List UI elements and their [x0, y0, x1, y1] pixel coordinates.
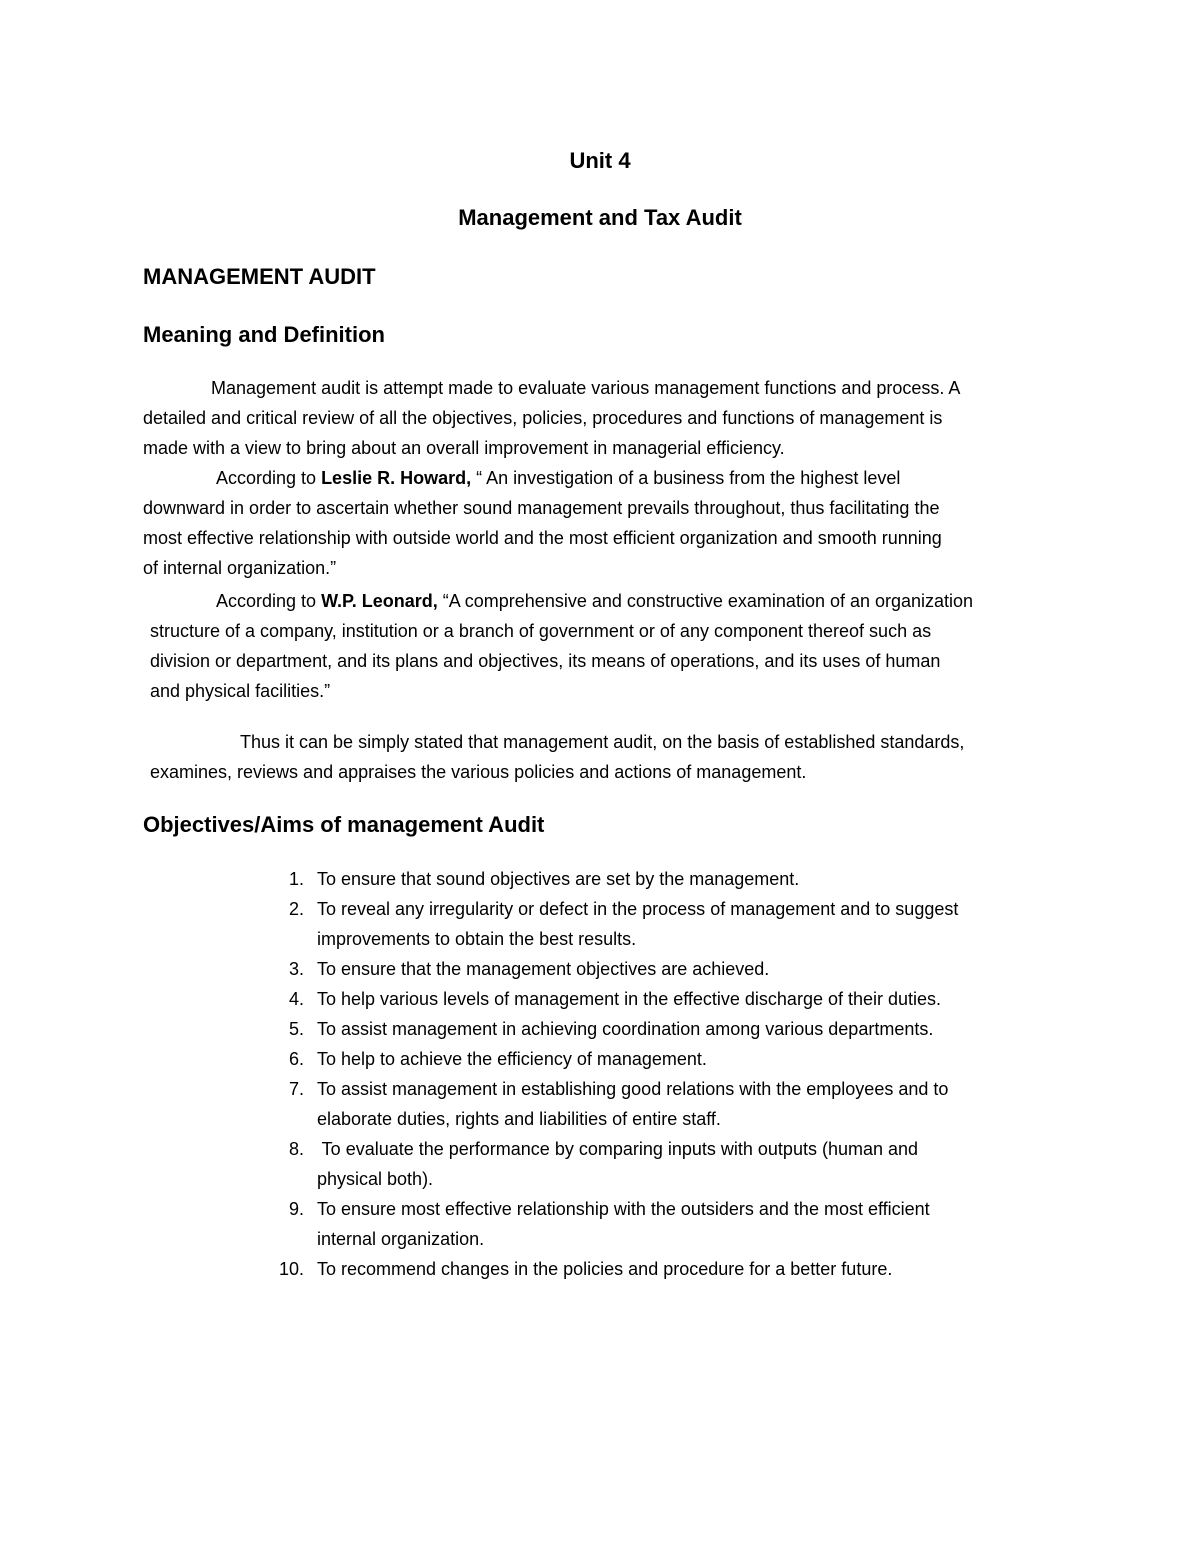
- paragraph-line: of internal organization.”: [143, 558, 337, 578]
- objective-text: To help to achieve the efficiency of management.: [317, 1049, 707, 1069]
- paragraph-line: examines, reviews and appraises the various policies and actions of management.: [150, 762, 807, 782]
- objective-text: To assist management in achieving coordination among various departments.: [317, 1019, 934, 1039]
- objective-text: To recommend changes in the policies and procedure for a better future.: [317, 1259, 893, 1279]
- objective-item: [264, 864, 1064, 894]
- objective-text: elaborate duties, rights and liabilities of entire staff.: [317, 1109, 721, 1129]
- objective-text: To evaluate the performance by comparing inputs with outputs (human and: [317, 1139, 919, 1159]
- author-name: W.P. Leonard,: [321, 591, 438, 611]
- leonard-quote-paragraph: [150, 586, 973, 706]
- quote-prefix: According to: [216, 468, 322, 488]
- paragraph-line: division or department, and its plans and objectives, its means of operations, and its uses of human: [150, 651, 941, 671]
- quote-text: “A comprehensive and constructive examination of an organization: [437, 591, 974, 611]
- objective-text: To assist management in establishing good relations with the employees and to: [317, 1079, 949, 1099]
- section-heading: MANAGEMENT AUDIT: [143, 264, 376, 289]
- objective-number: 1.: [288, 869, 304, 889]
- paragraph-line: downward in order to ascertain whether sound management prevails throughout, thus facilitating the: [143, 498, 940, 518]
- objectives-heading: Objectives/Aims of management Audit: [143, 812, 545, 837]
- paragraph-line: Thus it can be simply stated that management audit, on the basis of established standards,: [240, 732, 965, 752]
- meaning-heading: Meaning and Definition: [143, 322, 385, 347]
- quote-text: “ An investigation of a business from the highest level: [471, 468, 901, 488]
- objective-number: 10.: [278, 1259, 304, 1279]
- paragraph-line: and physical facilities.”: [150, 681, 331, 701]
- author-name: Leslie R. Howard,: [321, 468, 472, 488]
- objective-number: 4.: [288, 989, 304, 1009]
- paragraph-line: made with a view to bring about an overall improvement in managerial efficiency.: [143, 438, 785, 458]
- objective-item: [264, 1194, 1064, 1254]
- paragraph-line: detailed and critical review of all the objectives, policies, procedures and functions of management is: [143, 408, 943, 428]
- summary-paragraph: [150, 727, 964, 787]
- objective-number: 5.: [288, 1019, 304, 1039]
- objective-text: To ensure most effective relationship with the outsiders and the most efficient: [317, 1199, 930, 1219]
- objective-item: [264, 954, 1064, 984]
- objective-number: 3.: [288, 959, 304, 979]
- objective-text: physical both).: [317, 1169, 434, 1189]
- objective-item: [264, 984, 1064, 1014]
- quote-first-line: [143, 463, 942, 493]
- howard-quote-paragraph: [143, 463, 942, 583]
- paragraph-line: Management audit is attempt made to evaluate various management functions and process. A: [211, 378, 961, 398]
- objective-number: 6.: [288, 1049, 304, 1069]
- objective-item: [264, 1044, 1064, 1074]
- document-title: Management and Tax Audit: [458, 205, 742, 230]
- objective-item: [264, 1014, 1064, 1044]
- objective-text: To ensure that sound objectives are set by the management.: [317, 869, 800, 889]
- objective-item: [264, 894, 1064, 954]
- objective-item: [264, 1254, 1064, 1284]
- paragraph-line: most effective relationship with outside world and the most efficient organization and smooth running: [143, 528, 942, 548]
- definition-paragraph: [143, 373, 960, 463]
- objective-text: To ensure that the management objectives are achieved.: [317, 959, 770, 979]
- objective-number: 7.: [288, 1079, 304, 1099]
- objective-text: To reveal any irregularity or defect in the process of management and to suggest: [317, 899, 959, 919]
- objective-item: [264, 1134, 1064, 1194]
- objective-number: 2.: [288, 899, 304, 919]
- objective-text: improvements to obtain the best results.: [317, 929, 637, 949]
- objective-text: To help various levels of management in the effective discharge of their duties.: [317, 989, 942, 1009]
- objective-item: [264, 1074, 1064, 1134]
- objective-text: internal organization.: [317, 1229, 485, 1249]
- objectives-list: [264, 864, 1064, 1284]
- objective-number: 8.: [288, 1139, 304, 1159]
- quote-prefix: According to: [216, 591, 322, 611]
- quote-first-line: [150, 586, 973, 616]
- unit-title: Unit 4: [569, 148, 631, 173]
- paragraph-line: structure of a company, institution or a branch of government or of any component thereof such as: [150, 621, 932, 641]
- objective-number: 9.: [288, 1199, 304, 1219]
